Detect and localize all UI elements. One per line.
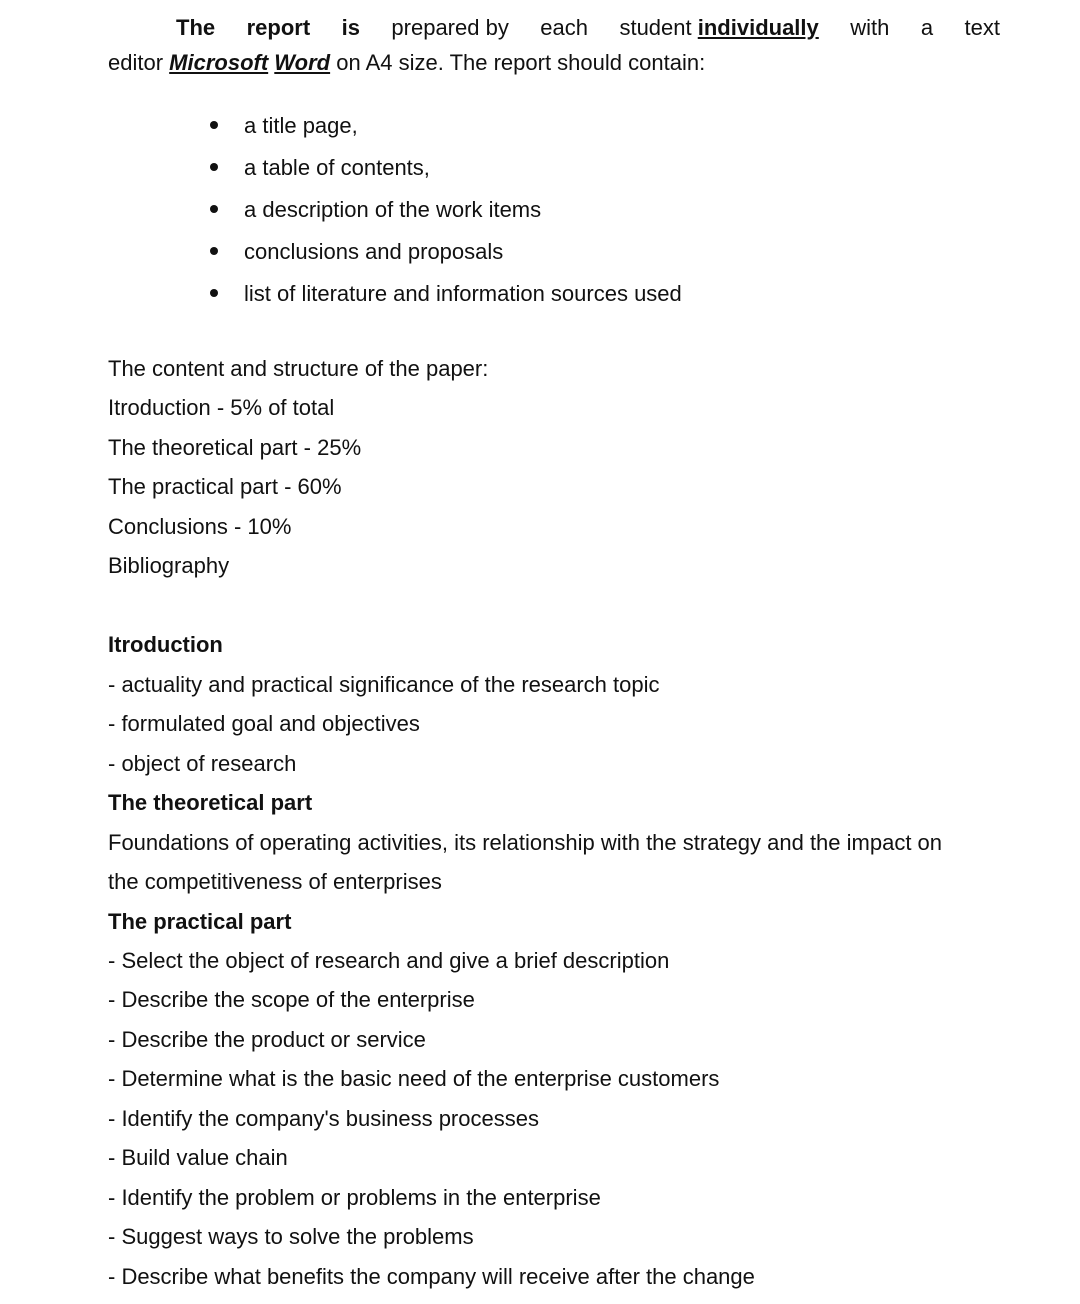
bullet-icon [210, 247, 218, 255]
list-item-text: list of literature and information sources used [244, 281, 682, 306]
intro-word: a [920, 15, 934, 40]
intro-editor: editor [108, 50, 164, 75]
structure-item: Itroduction - 5% of total [108, 395, 335, 420]
intro-word: prepared by [391, 15, 509, 40]
introduction-item: - actuality and practical significance of the research topic [108, 672, 660, 697]
practical-item: - Determine what is the basic need of the enterprise customers [108, 1066, 720, 1091]
list-item [210, 115, 358, 137]
theoretical-heading: The theoretical part [108, 790, 313, 815]
structure-item: Bibliography [108, 553, 230, 578]
bullet-icon [210, 205, 218, 213]
practical-item: - Identify the problem or problems in the enterprise [108, 1185, 601, 1210]
practical-item: - Select the object of research and give a brief description [108, 948, 670, 973]
list-item-text: conclusions and proposals [244, 239, 504, 264]
intro-word: report [246, 15, 311, 40]
intro-word-emphasis: individually [697, 15, 819, 40]
list-item-text: a table of contents, [244, 155, 430, 180]
intro-word: is [341, 15, 360, 40]
practical-item: - Identify the company's business processes [108, 1106, 539, 1131]
theoretical-text-line-1: Foundations of operating activities, its relationship with the strategy and the impact on [108, 830, 943, 855]
bullet-icon [210, 289, 218, 297]
intro-word-student-individually [619, 17, 818, 39]
practical-item: - Build value chain [108, 1145, 288, 1170]
list-item [210, 241, 503, 263]
list-item-text: a description of the work items [244, 197, 542, 222]
structure-item: The practical part - 60% [108, 474, 342, 499]
intro-word: The [176, 15, 216, 40]
practical-item: - Describe what benefits the company will receive after the change [108, 1264, 755, 1289]
intro-line-2 [108, 52, 705, 74]
practical-item: - Describe the scope of the enterprise [108, 987, 475, 1012]
practical-heading: The practical part [108, 909, 292, 934]
structure-title: The content and structure of the paper: [108, 356, 489, 381]
practical-item: - Describe the product or service [108, 1027, 426, 1052]
intro-line-1 [176, 17, 1000, 39]
bullet-icon [210, 121, 218, 129]
list-item [210, 283, 682, 305]
intro-word: text [964, 15, 1000, 40]
intro-suffix: on A4 size. The report should contain: [336, 50, 706, 75]
structure-item: The theoretical part - 25% [108, 435, 362, 460]
practical-item: - Suggest ways to solve the problems [108, 1224, 474, 1249]
introduction-item: - object of research [108, 751, 297, 776]
bullet-icon [210, 163, 218, 171]
intro-microsoft: Microsoft [169, 50, 269, 75]
intro-word-app: Word [274, 50, 331, 75]
structure-item: Conclusions - 10% [108, 514, 292, 539]
intro-word: student [619, 15, 692, 40]
theoretical-text-line-2: the competitiveness of enterprises [108, 869, 442, 894]
list-item [210, 157, 430, 179]
list-item-text: a title page, [244, 113, 358, 138]
introduction-item: - formulated goal and objectives [108, 711, 420, 736]
list-item [210, 199, 541, 221]
intro-word: each [540, 15, 588, 40]
intro-word: with [850, 15, 890, 40]
introduction-heading: Itroduction [108, 632, 223, 657]
